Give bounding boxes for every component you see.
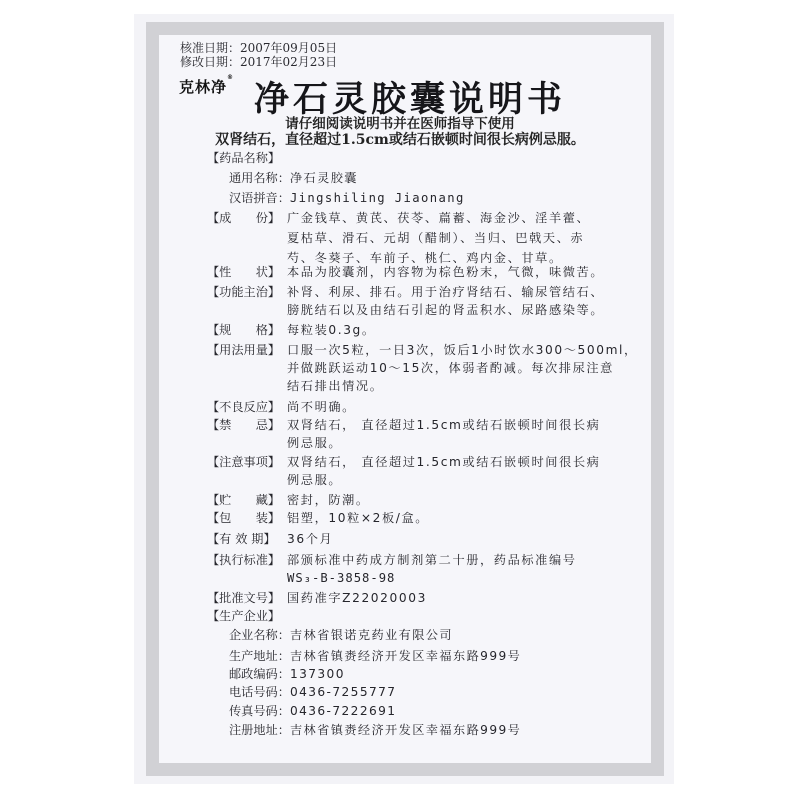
manufacturer-fax-field <box>229 702 396 720</box>
section-label: 【功能主治】 <box>207 285 281 299</box>
section-value-continued: 例忌服。 <box>287 436 343 450</box>
section-label: 【规 格】 <box>207 323 281 337</box>
section-adverse-reactions <box>207 398 356 416</box>
field-value: 0436-7255777 <box>289 685 397 699</box>
field-value: 吉林省镇赉经济开发区幸福东路999号 <box>289 723 522 737</box>
manufacturer-address-field <box>229 647 521 665</box>
section-label: 【执行标准】 <box>207 553 281 567</box>
revision-date: 修改日期：2017年02月23日 <box>180 55 338 69</box>
section-value: 本品为胶囊剂，内容物为棕色粉末，气微，味微苦。 <box>287 265 605 279</box>
field-value: 137300 <box>289 667 345 681</box>
section-value: 双肾结石， 直径超过1.5cm或结石嵌顿时间很长病 <box>287 455 601 469</box>
field-label: 企业名称： <box>229 628 290 642</box>
section-label: 【禁 忌】 <box>207 418 281 432</box>
manufacturer-company-field <box>229 626 453 644</box>
section-value: 补肾、利尿、排石。用于治疗肾结石、输尿管结石、 <box>287 285 605 299</box>
field-label: 传真号码： <box>229 704 290 718</box>
section-description <box>207 263 605 281</box>
field-value: 吉林省镇赉经济开发区幸福东路999号 <box>289 649 522 663</box>
section-ingredients <box>207 209 591 227</box>
section-label: 【有 效 期】 <box>207 532 276 546</box>
section-label: 【包 装】 <box>207 511 281 525</box>
section-value: 国药准字Z22020003 <box>287 591 427 605</box>
section-contraindications <box>207 416 601 434</box>
brand-name <box>179 76 234 97</box>
section-label: 【生产企业】 <box>207 609 281 623</box>
document-title: 净石灵胶囊说明书 <box>254 79 567 120</box>
section-value-continued: 夏枯草、滑石、元胡（醋制）、当归、巴戟天、赤 <box>287 231 585 245</box>
section-value-continued: 膀胱结石以及由结石引起的肾盂积水、尿路感染等。 <box>287 303 605 317</box>
section-label: 【贮 藏】 <box>207 493 281 507</box>
standard-number: WS₃-B-3858-98 <box>287 571 396 585</box>
approval-date: 核准日期：2007年09月05日 <box>180 41 338 55</box>
field-label: 通用名称： <box>229 171 290 185</box>
section-package <box>207 509 430 527</box>
section-label: 【用法用量】 <box>207 343 281 357</box>
manufacturer-registered-address-field <box>229 721 521 739</box>
section-label: 【批准文号】 <box>207 591 281 605</box>
section-label: 【成 份】 <box>207 211 281 225</box>
section-value: 36个月 <box>287 532 334 546</box>
contraindication-warning: 双肾结石，直径超过1.5cm或结石嵌顿时间很长病例忌服。 <box>215 132 585 148</box>
section-precautions <box>207 453 601 471</box>
manufacturer-phone-field <box>229 683 396 701</box>
field-label: 邮政编码： <box>229 667 290 681</box>
brand-text: 克林净 <box>179 78 228 96</box>
field-value: Jingshiling Jiaonang <box>289 191 465 205</box>
section-value-continued: 芍、冬葵子、车前子、桃仁、鸡内金、甘草。 <box>287 251 563 265</box>
section-drug-name <box>207 149 287 167</box>
section-label: 【不良反应】 <box>207 400 281 414</box>
section-value: 密封，防潮。 <box>287 493 370 507</box>
generic-name-field <box>229 169 358 187</box>
section-value: 双肾结石， 直径超过1.5cm或结石嵌顿时间很长病 <box>287 418 601 432</box>
section-indications <box>207 283 605 301</box>
section-standard <box>207 551 577 569</box>
section-value: 口服一次5粒，一日3次，饭后1小时饮水300～500ml， <box>287 343 638 357</box>
section-manufacturer <box>207 607 287 625</box>
section-shelf-life <box>207 530 334 548</box>
field-value: 0436-7222691 <box>289 704 397 718</box>
document-subtitle: 请仔细阅读说明书并在医师指导下使用 <box>285 116 515 132</box>
section-approval-number <box>207 589 427 607</box>
section-value: 每粒装0.3g。 <box>287 323 376 337</box>
section-value-continued: 并做跳跃运动10～15次，体弱者酌减。每次排尿注意 <box>287 361 614 375</box>
section-value: 尚不明确。 <box>287 400 356 414</box>
section-value: 部颁标准中药成方制剂第二十册，药品标准编号 <box>287 553 577 567</box>
section-storage <box>207 491 370 509</box>
section-dosage <box>207 341 638 359</box>
section-value-continued: 例忌服。 <box>287 473 343 487</box>
section-label: 【性 状】 <box>207 265 281 279</box>
field-label: 汉语拼音： <box>229 191 290 205</box>
section-label: 【药品名称】 <box>207 151 281 165</box>
field-value: 吉林省银诺克药业有限公司 <box>289 628 453 642</box>
field-label: 生产地址： <box>229 649 290 663</box>
pinyin-field <box>229 189 465 207</box>
field-value: 净石灵胶囊 <box>289 171 358 185</box>
section-value: 广金钱草、黄芪、茯苓、萹蓄、海金沙、淫羊藿、 <box>287 211 591 225</box>
section-value: 铝塑，10粒×2板/盒。 <box>287 511 430 525</box>
field-label: 注册地址： <box>229 723 290 737</box>
section-label: 【注意事项】 <box>207 455 281 469</box>
section-value-continued: 结石排出情况。 <box>287 379 384 393</box>
section-specification <box>207 321 376 339</box>
field-label: 电话号码： <box>229 685 290 699</box>
manufacturer-postcode-field <box>229 665 345 683</box>
registered-mark: ® <box>227 74 235 81</box>
